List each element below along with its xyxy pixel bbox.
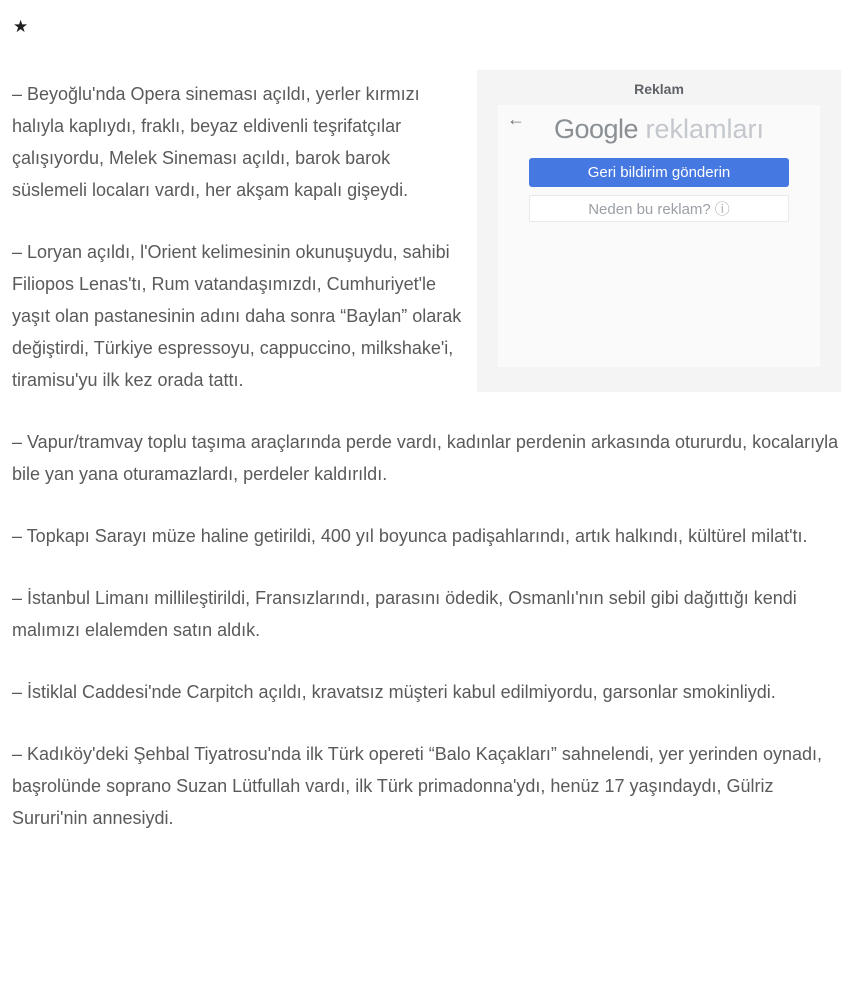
star-marker: ★ — [13, 17, 29, 36]
paragraph-istanbul-limani: – İstanbul Limanı millileştirildi, Fransızlarındı, parasını ödedik, Osmanlı'nın sebil gibi dağıttığı kendi malımızı elalemden satın aldık. — [12, 588, 797, 640]
article-body — [12, 78, 841, 864]
why-this-ad-button[interactable] — [529, 195, 789, 222]
info-icon: ⓘ — [714, 201, 730, 218]
google-ads-branding — [498, 105, 820, 144]
paragraph-loryan: – Loryan açıldı, l'Orient kelimesinin okunuşuydu, sahibi Filiopos Lenas'tı, Rum vatandaşımızdı, Cumhuriyet'le yaşıt olan pastanesinin adını daha sonra “Baylan” olarak değiştirdi, Türkiye espressoyu, cappuccino, milkshake'i, tiramisu'yu ilk kez orada tattı. — [12, 242, 462, 390]
ad-panel — [498, 105, 820, 367]
paragraph-topkapi: – Topkapı Sarayı müze haline getirildi, 400 yıl boyunca padişahlarındı, artık halkındı, kültürel milat'tı. — [12, 526, 808, 546]
paragraph-opera-cinema: – Beyoğlu'nda Opera sineması açıldı, yerler kırmızı halıyla kaplıydı, fraklı, beyaz eldivenli teşrifatçılar çalışıyordu, Melek Sineması açıldı, barok barok süslemeli locaları vardı, her akşam kapalı gişeydi. — [12, 84, 420, 200]
ads-suffix-text: reklamları — [638, 114, 765, 144]
google-logo-text: Google — [553, 114, 639, 144]
why-this-ad-label: Neden bu reklam? — [588, 201, 711, 218]
paragraph-istiklal-carpitch: – İstiklal Caddesi'nde Carpitch açıldı, kravatsız müşteri kabul edilmiyordu, garsonlar smokinliydi. — [12, 682, 776, 702]
send-feedback-button[interactable]: Geri bildirim gönderin — [529, 158, 789, 187]
ad-label: Reklam — [634, 81, 684, 97]
back-arrow-icon[interactable]: ← — [507, 109, 525, 129]
paragraph-vapur-tramvay: – Vapur/tramvay toplu taşıma araçlarında perde vardı, kadınlar perdenin arkasında otururdu, kocalarıyla bile yan yana oturamazlardı, perdeler kaldırıldı. — [12, 432, 839, 484]
google-ad-unit — [477, 70, 841, 392]
paragraph-sehbal-tiyatrosu: – Kadıköy'deki Şehbal Tiyatrosu'nda ilk Türk opereti “Balo Kaçakları” sahnelendi, yer yerinden oynadı, başrolünde soprano Suzan Lütfullah vardı, ilk Türk primadonna'ydı, henüz 17 yaşındaydı, Gülriz Sururi'nin annesiydi. — [12, 744, 822, 828]
